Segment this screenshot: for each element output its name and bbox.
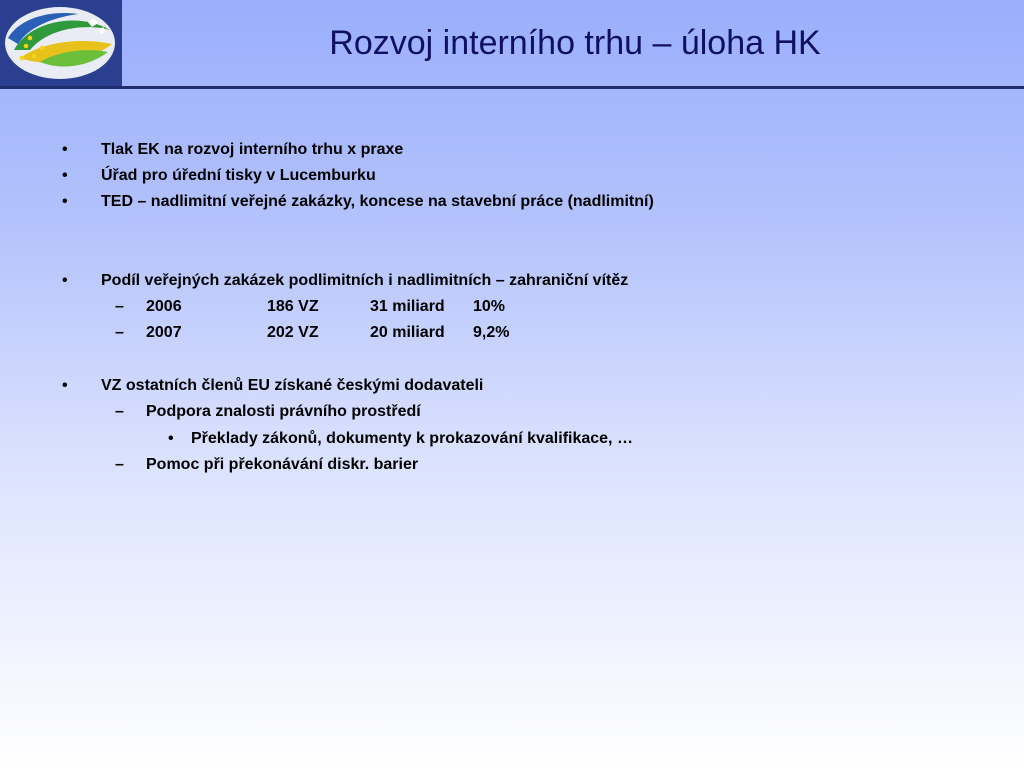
logo xyxy=(0,0,122,86)
stat-share: 10% xyxy=(473,298,506,315)
bullet-item: Tlak EK na rozvoj interního trhu x praxe xyxy=(101,141,404,158)
sub-item: Podpora znalosti právního prostředí xyxy=(146,403,421,420)
bullet-icon: • xyxy=(62,377,68,394)
dash-icon: – xyxy=(115,298,124,315)
bullet-icon: • xyxy=(62,167,68,184)
stat-amount: 31 miliard xyxy=(370,298,445,315)
sub-sub-item: Překlady zákonů, dokumenty k prokazování kvalifikace, … xyxy=(191,430,633,447)
bullet-icon: • xyxy=(62,141,68,158)
stat-amount: 20 miliard xyxy=(370,324,445,341)
stat-count: 202 VZ xyxy=(267,324,319,341)
bullet-item: TED – nadlimitní veřejné zakázky, koncese na stavební práce (nadlimitní) xyxy=(101,193,654,210)
slide-header xyxy=(0,0,1024,86)
dash-icon: – xyxy=(115,403,124,420)
bullet-heading: Podíl veřejných zakázek podlimitních i nadlimitních – zahraniční vítěz xyxy=(101,272,629,289)
bullet-icon: • xyxy=(168,430,174,447)
bullet-heading: VZ ostatních členů EU získané českými dodavateli xyxy=(101,377,484,394)
stat-year: 2007 xyxy=(146,324,182,341)
slide-title: Rozvoj interního trhu – úloha HK xyxy=(329,24,821,62)
stat-count: 186 VZ xyxy=(267,298,319,315)
logo-emblem-icon xyxy=(0,0,122,86)
dash-icon: – xyxy=(115,324,124,341)
header-divider xyxy=(0,86,1024,89)
stat-share: 9,2% xyxy=(473,324,510,341)
sub-item: Pomoc při překonávání diskr. barier xyxy=(146,456,419,473)
bullet-item: Úřad pro úřední tisky v Lucemburku xyxy=(101,167,376,184)
dash-icon: – xyxy=(115,456,124,473)
stat-year: 2006 xyxy=(146,298,182,315)
bullet-icon: • xyxy=(62,272,68,289)
bullet-icon: • xyxy=(62,193,68,210)
